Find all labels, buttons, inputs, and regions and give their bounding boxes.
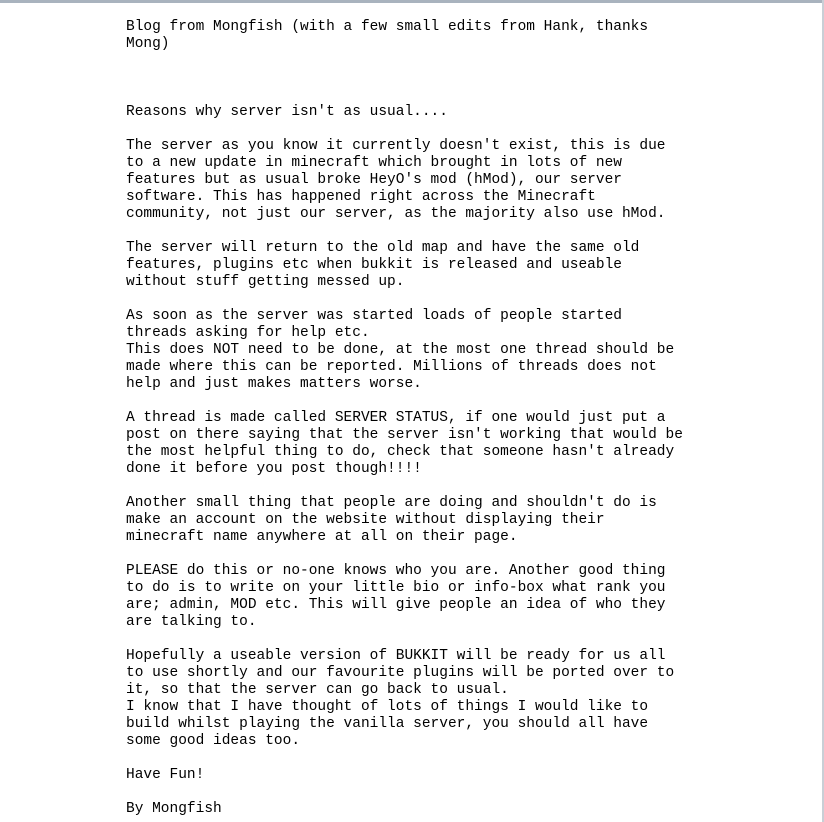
heading-line: Reasons why server isn't as usual.... <box>126 104 448 120</box>
document-title <box>126 19 816 53</box>
paragraph-line: Hopefully a useable version of BUKKIT will be ready for us all <box>126 648 666 664</box>
paragraph <box>126 308 816 393</box>
paragraph-line: threads asking for help etc. <box>126 325 370 341</box>
title-line: Blog from Mongfish (with a few small edits from Hank, thanks <box>126 19 649 35</box>
document-body <box>126 19 816 822</box>
paragraph-line: it, so that the server can go back to usual. <box>126 682 509 698</box>
document-heading <box>126 104 816 121</box>
paragraph-line: help and just makes matters worse. <box>126 376 422 392</box>
paragraph-line: post on there saying that the server isn't working that would be <box>126 427 683 443</box>
paragraph-line: By Mongfish <box>126 801 222 817</box>
paragraph <box>126 563 816 631</box>
paragraph-line: without stuff getting messed up. <box>126 274 405 290</box>
paragraph-line: done it before you post though!!!! <box>126 461 422 477</box>
paragraph-line: are; admin, MOD etc. This will give people an idea of who they <box>126 597 666 613</box>
paragraph <box>126 648 816 750</box>
paragraph-line: software. This has happened right across the Minecraft <box>126 189 596 205</box>
paragraph-line: The server as you know it currently doesn't exist, this is due <box>126 138 666 154</box>
paragraph-line: to use shortly and our favourite plugins will be ported over to <box>126 665 675 681</box>
title-line: Mong) <box>126 36 170 52</box>
paragraph-line: A thread is made called SERVER STATUS, if one would just put a <box>126 410 666 426</box>
paragraph <box>126 138 816 223</box>
paragraph <box>126 767 816 784</box>
paragraph-line: make an account on the website without displaying their <box>126 512 605 528</box>
paragraph <box>126 495 816 546</box>
paragraph-line: I know that I have thought of lots of things I would like to <box>126 699 649 715</box>
paragraph-line: This does NOT need to be done, at the most one thread should be <box>126 342 675 358</box>
paragraph-line: features but as usual broke HeyO's mod (hMod), our server <box>126 172 622 188</box>
paragraph <box>126 410 816 478</box>
paragraph-line: Another small thing that people are doing and shouldn't do is <box>126 495 657 511</box>
paragraph-line: minecraft name anywhere at all on their page. <box>126 529 518 545</box>
paragraph-line: to do is to write on your little bio or info-box what rank you <box>126 580 666 596</box>
paragraph <box>126 801 816 818</box>
paragraph-line: the most helpful thing to do, check that someone hasn't already <box>126 444 675 460</box>
paragraph-line: The server will return to the old map and have the same old <box>126 240 640 256</box>
paragraph-line: PLEASE do this or no-one knows who you are. Another good thing <box>126 563 666 579</box>
paragraph-line: made where this can be reported. Millions of threads does not <box>126 359 657 375</box>
paragraph-line: community, not just our server, as the majority also use hMod. <box>126 206 666 222</box>
window-top-border <box>0 0 824 3</box>
paragraph-line: are talking to. <box>126 614 257 630</box>
paragraph-line: As soon as the server was started loads of people started <box>126 308 622 324</box>
paragraph-line: features, plugins etc when bukkit is released and useable <box>126 257 622 273</box>
paragraph-line: build whilst playing the vanilla server, you should all have <box>126 716 649 732</box>
paragraph-line: Have Fun! <box>126 767 205 783</box>
paragraph <box>126 240 816 291</box>
paragraph-line: to a new update in minecraft which brought in lots of new <box>126 155 622 171</box>
paragraph-list <box>126 138 816 818</box>
paragraph-line: some good ideas too. <box>126 733 301 749</box>
